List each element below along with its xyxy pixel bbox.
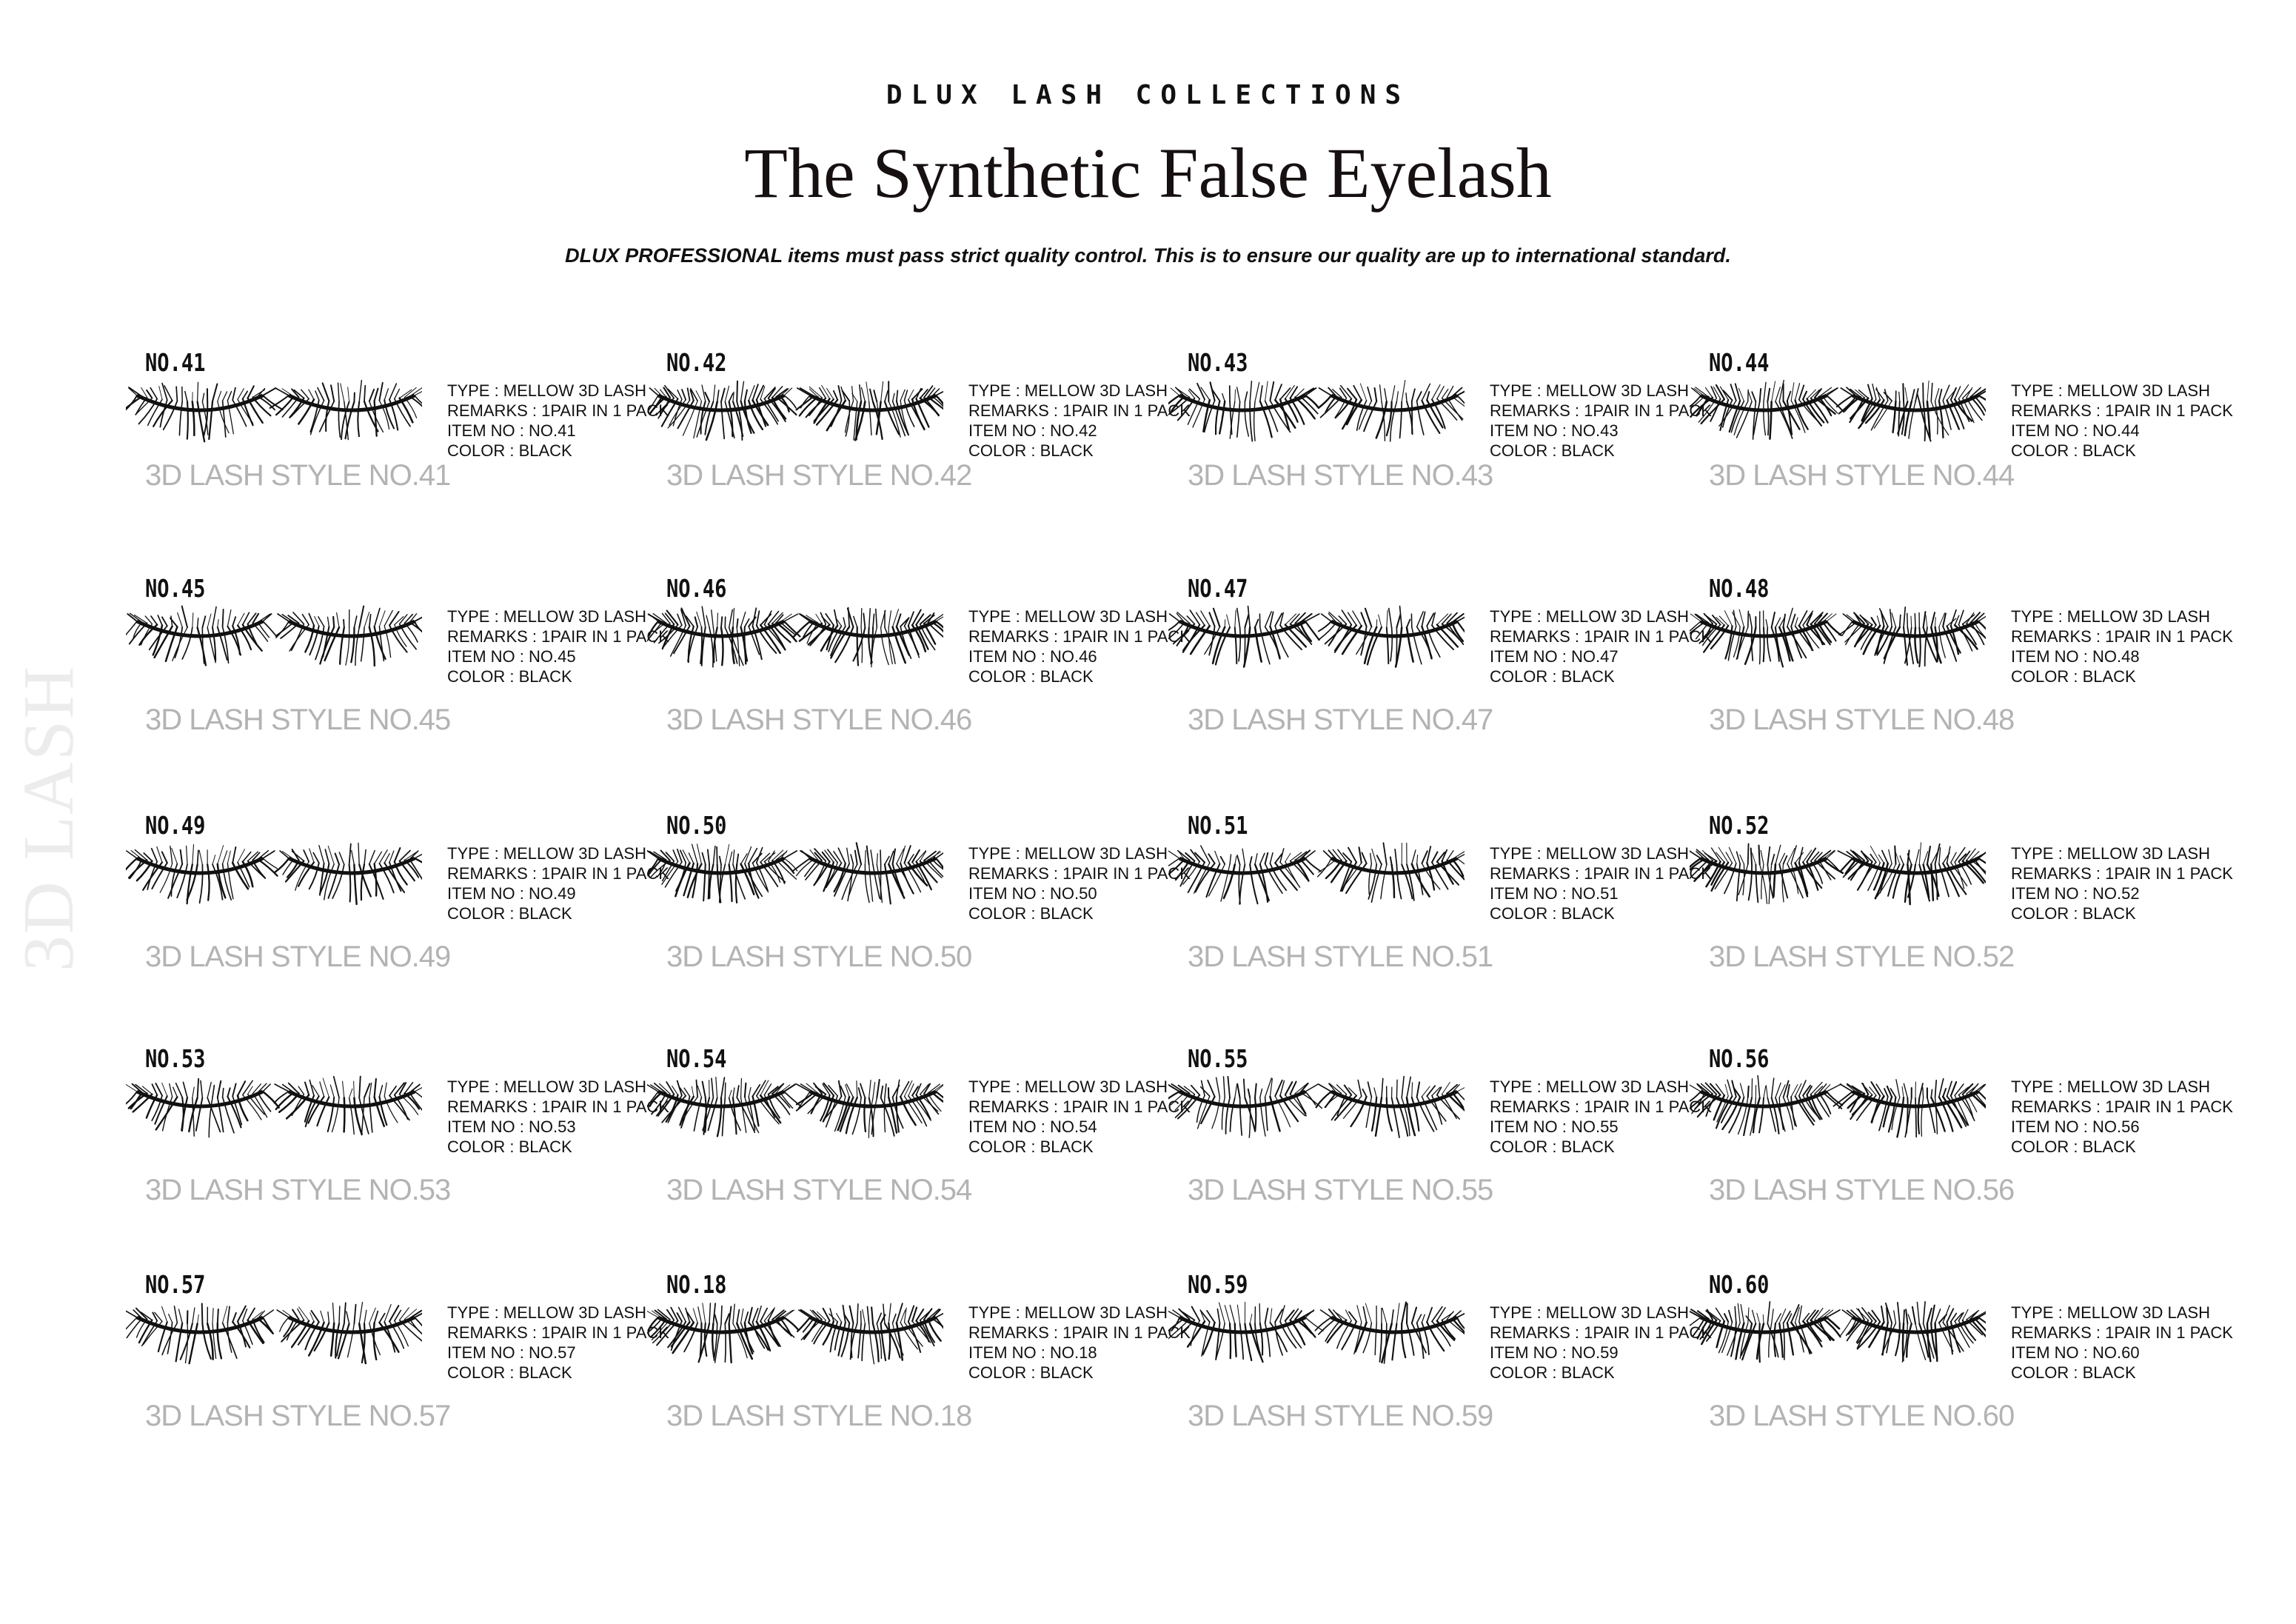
lash-pair-image <box>1690 378 1986 459</box>
style-name: 3D LASH STYLE NO.57 <box>145 1400 451 1432</box>
lash-pair-image <box>1690 1300 1986 1381</box>
product-specs <box>447 607 669 686</box>
spec-color: COLOR : BLACK <box>968 904 1094 923</box>
spec-item: ITEM NO : NO.46 <box>968 647 1097 666</box>
product-card <box>647 1044 1191 1207</box>
spec-color: COLOR : BLACK <box>2011 1363 2136 1382</box>
lash-pair-image <box>126 378 422 459</box>
style-name: 3D LASH STYLE NO.56 <box>1709 1174 2015 1206</box>
product-card <box>1168 1270 1712 1433</box>
style-name: 3D LASH STYLE NO.53 <box>145 1174 451 1206</box>
spec-item: ITEM NO : NO.57 <box>447 1343 576 1362</box>
spec-type: TYPE : MELLOW 3D LASH <box>968 607 1168 626</box>
product-number: NO.59 <box>1188 1270 1248 1299</box>
spec-item: ITEM NO : NO.49 <box>447 884 576 903</box>
product-card <box>1690 1044 2233 1207</box>
product-specs <box>1490 843 1712 923</box>
product-number: NO.49 <box>145 811 206 840</box>
spec-type: TYPE : MELLOW 3D LASH <box>1490 607 1689 626</box>
product-specs <box>1490 1303 1712 1383</box>
spec-remarks: REMARKS : 1PAIR IN 1 PACK <box>968 864 1191 883</box>
lash-pair-image <box>126 841 422 922</box>
lash-pair-image <box>126 1300 422 1381</box>
spec-remarks: REMARKS : 1PAIR IN 1 PACK <box>968 1097 1191 1116</box>
spec-type: TYPE : MELLOW 3D LASH <box>968 1077 1168 1096</box>
spec-color: COLOR : BLACK <box>968 667 1094 686</box>
spec-remarks: REMARKS : 1PAIR IN 1 PACK <box>447 1097 669 1116</box>
spec-item: ITEM NO : NO.50 <box>968 884 1097 903</box>
product-card <box>126 1270 669 1433</box>
style-name: 3D LASH STYLE NO.54 <box>666 1174 972 1206</box>
spec-remarks: REMARKS : 1PAIR IN 1 PACK <box>1490 627 1712 646</box>
spec-item: ITEM NO : NO.41 <box>447 421 576 440</box>
spec-color: COLOR : BLACK <box>447 441 572 460</box>
product-number: NO.53 <box>145 1044 206 1073</box>
spec-color: COLOR : BLACK <box>968 1137 1094 1156</box>
lash-pair-image <box>647 604 943 685</box>
spec-type: TYPE : MELLOW 3D LASH <box>1490 1077 1689 1096</box>
lash-pair-image <box>1690 1074 1986 1155</box>
spec-color: COLOR : BLACK <box>2011 441 2136 460</box>
product-number: NO.46 <box>666 574 727 603</box>
spec-color: COLOR : BLACK <box>1490 904 1615 923</box>
product-specs <box>968 381 1191 461</box>
product-card <box>647 1270 1191 1433</box>
product-number: NO.55 <box>1188 1044 1248 1073</box>
product-card <box>647 574 1191 737</box>
product-number: NO.43 <box>1188 348 1248 377</box>
product-number: NO.57 <box>145 1270 206 1299</box>
spec-color: COLOR : BLACK <box>447 1363 572 1382</box>
product-number: NO.47 <box>1188 574 1248 603</box>
product-specs <box>447 1303 669 1383</box>
product-number: NO.18 <box>666 1270 727 1299</box>
style-name: 3D LASH STYLE NO.44 <box>1709 459 2015 492</box>
product-number: NO.45 <box>145 574 206 603</box>
lash-pair-image <box>647 1074 943 1155</box>
spec-item: ITEM NO : NO.56 <box>2011 1117 2140 1136</box>
product-card <box>126 574 669 737</box>
spec-type: TYPE : MELLOW 3D LASH <box>447 381 646 400</box>
spec-remarks: REMARKS : 1PAIR IN 1 PACK <box>447 627 669 646</box>
lash-pair-image <box>647 1300 943 1381</box>
spec-remarks: REMARKS : 1PAIR IN 1 PACK <box>447 864 669 883</box>
spec-item: ITEM NO : NO.55 <box>1490 1117 1619 1136</box>
style-name: 3D LASH STYLE NO.47 <box>1188 704 1493 736</box>
product-specs <box>447 1077 669 1157</box>
product-card <box>126 348 669 511</box>
spec-remarks: REMARKS : 1PAIR IN 1 PACK <box>1490 864 1712 883</box>
style-name: 3D LASH STYLE NO.50 <box>666 940 972 973</box>
spec-type: TYPE : MELLOW 3D LASH <box>447 607 646 626</box>
spec-color: COLOR : BLACK <box>2011 1137 2136 1156</box>
style-name: 3D LASH STYLE NO.46 <box>666 704 972 736</box>
product-specs <box>968 607 1191 686</box>
spec-item: ITEM NO : NO.44 <box>2011 421 2140 440</box>
spec-item: ITEM NO : NO.54 <box>968 1117 1097 1136</box>
spec-item: ITEM NO : NO.48 <box>2011 647 2140 666</box>
product-card <box>126 811 669 974</box>
lash-pair-image <box>1168 1074 1465 1155</box>
product-number: NO.48 <box>1709 574 1770 603</box>
spec-item: ITEM NO : NO.51 <box>1490 884 1619 903</box>
lash-pair-image <box>647 378 943 459</box>
spec-item: ITEM NO : NO.45 <box>447 647 576 666</box>
spec-type: TYPE : MELLOW 3D LASH <box>968 844 1168 863</box>
spec-color: COLOR : BLACK <box>2011 904 2136 923</box>
spec-remarks: REMARKS : 1PAIR IN 1 PACK <box>968 1323 1191 1342</box>
spec-type: TYPE : MELLOW 3D LASH <box>2011 844 2210 863</box>
page-title: The Synthetic False Eyelash <box>744 133 1552 213</box>
product-specs <box>968 1077 1191 1157</box>
product-number: NO.41 <box>145 348 206 377</box>
lash-pair-image <box>126 1074 422 1155</box>
product-card <box>1690 811 2233 974</box>
page-subtitle: DLUX PROFESSIONAL items must pass strict quality control. This is to ensure our quality are up to international standard. <box>565 244 1731 267</box>
product-number: NO.56 <box>1709 1044 1770 1073</box>
product-card <box>1168 348 1712 511</box>
spec-remarks: REMARKS : 1PAIR IN 1 PACK <box>968 627 1191 646</box>
product-number: NO.60 <box>1709 1270 1770 1299</box>
product-specs <box>2011 381 2233 461</box>
spec-color: COLOR : BLACK <box>2011 667 2136 686</box>
spec-type: TYPE : MELLOW 3D LASH <box>968 1303 1168 1322</box>
style-name: 3D LASH STYLE NO.60 <box>1709 1400 2015 1432</box>
style-name: 3D LASH STYLE NO.42 <box>666 459 972 492</box>
spec-type: TYPE : MELLOW 3D LASH <box>968 381 1168 400</box>
spec-remarks: REMARKS : 1PAIR IN 1 PACK <box>1490 401 1712 420</box>
product-number: NO.44 <box>1709 348 1770 377</box>
product-card <box>1168 811 1712 974</box>
spec-type: TYPE : MELLOW 3D LASH <box>1490 381 1689 400</box>
spec-item: ITEM NO : NO.59 <box>1490 1343 1619 1362</box>
product-card <box>647 348 1191 511</box>
lash-pair-image <box>647 841 943 922</box>
product-specs <box>1490 607 1712 686</box>
product-number: NO.52 <box>1709 811 1770 840</box>
spec-type: TYPE : MELLOW 3D LASH <box>2011 381 2210 400</box>
spec-item: ITEM NO : NO.53 <box>447 1117 576 1136</box>
product-number: NO.50 <box>666 811 727 840</box>
spec-remarks: REMARKS : 1PAIR IN 1 PACK <box>2011 864 2233 883</box>
product-card <box>1168 1044 1712 1207</box>
product-number: NO.51 <box>1188 811 1248 840</box>
spec-type: TYPE : MELLOW 3D LASH <box>2011 1077 2210 1096</box>
spec-type: TYPE : MELLOW 3D LASH <box>1490 844 1689 863</box>
product-card <box>126 1044 669 1207</box>
product-card <box>1690 574 2233 737</box>
style-name: 3D LASH STYLE NO.55 <box>1188 1174 1493 1206</box>
spec-type: TYPE : MELLOW 3D LASH <box>447 1303 646 1322</box>
spec-color: COLOR : BLACK <box>1490 1137 1615 1156</box>
product-specs <box>447 381 669 461</box>
style-name: 3D LASH STYLE NO.18 <box>666 1400 972 1432</box>
spec-remarks: REMARKS : 1PAIR IN 1 PACK <box>1490 1323 1712 1342</box>
product-specs <box>447 843 669 923</box>
spec-remarks: REMARKS : 1PAIR IN 1 PACK <box>447 401 669 420</box>
style-name: 3D LASH STYLE NO.43 <box>1188 459 1493 492</box>
product-specs <box>2011 1303 2233 1383</box>
spec-remarks: REMARKS : 1PAIR IN 1 PACK <box>447 1323 669 1342</box>
spec-remarks: REMARKS : 1PAIR IN 1 PACK <box>968 401 1191 420</box>
spec-item: ITEM NO : NO.43 <box>1490 421 1619 440</box>
spec-remarks: REMARKS : 1PAIR IN 1 PACK <box>2011 627 2233 646</box>
lash-pair-image <box>1168 841 1465 922</box>
lash-pair-image <box>1690 604 1986 685</box>
spec-type: TYPE : MELLOW 3D LASH <box>2011 607 2210 626</box>
spec-color: COLOR : BLACK <box>447 667 572 686</box>
spec-type: TYPE : MELLOW 3D LASH <box>1490 1303 1689 1322</box>
spec-color: COLOR : BLACK <box>1490 441 1615 460</box>
style-name: 3D LASH STYLE NO.45 <box>145 704 451 736</box>
style-name: 3D LASH STYLE NO.41 <box>145 459 451 492</box>
product-card <box>1690 1270 2233 1433</box>
spec-color: COLOR : BLACK <box>968 1363 1094 1382</box>
product-card <box>1690 348 2233 511</box>
product-specs <box>2011 1077 2233 1157</box>
product-card <box>647 811 1191 974</box>
brand-name: DLUX LASH COLLECTIONS <box>886 80 1410 110</box>
lash-pair-image <box>1168 604 1465 685</box>
spec-remarks: REMARKS : 1PAIR IN 1 PACK <box>2011 1323 2233 1342</box>
spec-remarks: REMARKS : 1PAIR IN 1 PACK <box>1490 1097 1712 1116</box>
product-number: NO.42 <box>666 348 727 377</box>
lash-pair-image <box>126 604 422 685</box>
spec-remarks: REMARKS : 1PAIR IN 1 PACK <box>2011 401 2233 420</box>
spec-color: COLOR : BLACK <box>447 904 572 923</box>
spec-item: ITEM NO : NO.18 <box>968 1343 1097 1362</box>
spec-color: COLOR : BLACK <box>1490 1363 1615 1382</box>
product-card <box>1168 574 1712 737</box>
spec-color: COLOR : BLACK <box>968 441 1094 460</box>
spec-color: COLOR : BLACK <box>1490 667 1615 686</box>
spec-type: TYPE : MELLOW 3D LASH <box>2011 1303 2210 1322</box>
style-name: 3D LASH STYLE NO.48 <box>1709 704 2015 736</box>
spec-item: ITEM NO : NO.52 <box>2011 884 2140 903</box>
spec-type: TYPE : MELLOW 3D LASH <box>447 844 646 863</box>
spec-type: TYPE : MELLOW 3D LASH <box>447 1077 646 1096</box>
spec-item: ITEM NO : NO.47 <box>1490 647 1619 666</box>
lash-pair-image <box>1690 841 1986 922</box>
product-number: NO.54 <box>666 1044 727 1073</box>
lash-pair-image <box>1168 378 1465 459</box>
style-name: 3D LASH STYLE NO.59 <box>1188 1400 1493 1432</box>
product-specs <box>1490 1077 1712 1157</box>
style-name: 3D LASH STYLE NO.52 <box>1709 940 2015 973</box>
product-specs <box>1490 381 1712 461</box>
lash-pair-image <box>1168 1300 1465 1381</box>
product-specs <box>968 843 1191 923</box>
spec-remarks: REMARKS : 1PAIR IN 1 PACK <box>2011 1097 2233 1116</box>
style-name: 3D LASH STYLE NO.49 <box>145 940 451 973</box>
style-name: 3D LASH STYLE NO.51 <box>1188 940 1493 973</box>
spec-item: ITEM NO : NO.60 <box>2011 1343 2140 1362</box>
spec-color: COLOR : BLACK <box>447 1137 572 1156</box>
side-watermark-label: 3D LASH <box>9 664 89 972</box>
product-specs <box>2011 843 2233 923</box>
spec-item: ITEM NO : NO.42 <box>968 421 1097 440</box>
product-specs <box>2011 607 2233 686</box>
product-specs <box>968 1303 1191 1383</box>
